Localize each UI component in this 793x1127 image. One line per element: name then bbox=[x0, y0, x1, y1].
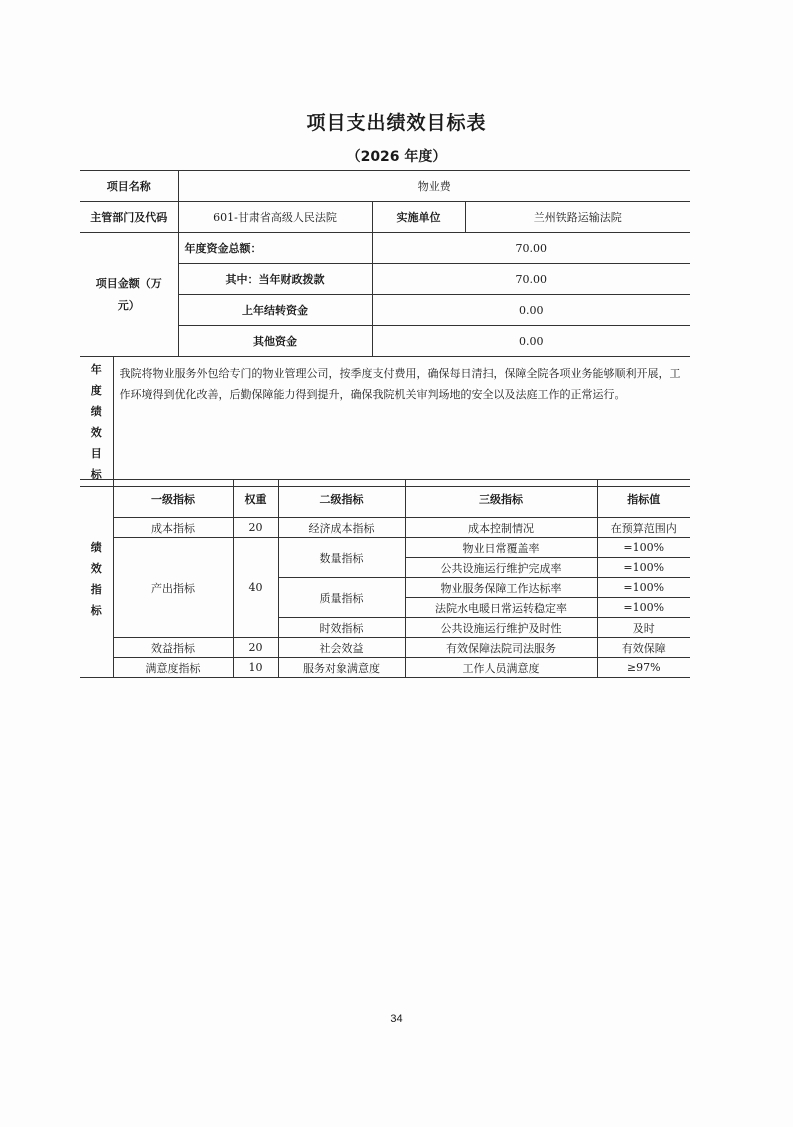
metrics-label: 绩效指标 bbox=[80, 480, 113, 678]
table-row bbox=[80, 538, 690, 558]
table-row bbox=[80, 658, 690, 678]
amount-row bbox=[80, 233, 690, 264]
amount-carryover-label: 上年结转资金 bbox=[178, 295, 372, 326]
header-level1: 一级指标 bbox=[113, 480, 233, 518]
implementer-label: 实施单位 bbox=[372, 202, 465, 233]
metrics-header-row bbox=[80, 480, 690, 518]
amount-total-label: 年度资金总额： bbox=[178, 233, 372, 264]
annual-goal-table bbox=[80, 356, 690, 487]
goal-label: 年度绩效目标 bbox=[80, 357, 113, 487]
implementer-value: 兰州铁路运输法院 bbox=[465, 202, 690, 233]
level2-cell: 质量指标 bbox=[278, 578, 405, 618]
project-name-row bbox=[80, 171, 690, 202]
level2-cell: 数量指标 bbox=[278, 538, 405, 578]
level3-cell: 工作人员满意度 bbox=[405, 658, 597, 678]
project-name-value: 物业费 bbox=[178, 171, 690, 202]
year-subtitle: （2026 年度） bbox=[346, 149, 447, 165]
value-cell: ≥97% bbox=[597, 658, 690, 678]
project-name-label: 项目名称 bbox=[80, 171, 178, 202]
goal-text: 我院将物业服务外包给专门的物业管理公司，按季度支付费用，确保每日清扫，保障全院各项业务能够顺利开展，工作环境得到优化改善，后勤保障能力得到提升，确保我院机关审判场地的安全以及法庭工作的正常运行。 bbox=[113, 357, 690, 487]
value-cell: =100% bbox=[597, 578, 690, 598]
level3-cell: 有效保障法院司法服务 bbox=[405, 638, 597, 658]
value-cell: =100% bbox=[597, 598, 690, 618]
value-cell: =100% bbox=[597, 538, 690, 558]
table-row bbox=[80, 518, 690, 538]
value-cell: =100% bbox=[597, 558, 690, 578]
weight-cell: 20 bbox=[233, 518, 278, 538]
value-cell: 有效保障 bbox=[597, 638, 690, 658]
header-level2: 二级指标 bbox=[278, 480, 405, 518]
header-level3: 三级指标 bbox=[405, 480, 597, 518]
weight-cell: 10 bbox=[233, 658, 278, 678]
level2-cell: 经济成本指标 bbox=[278, 518, 405, 538]
amount-label: 项目金额（万元） bbox=[80, 233, 178, 357]
performance-metrics-table bbox=[80, 479, 690, 678]
department-label: 主管部门及代码 bbox=[80, 202, 178, 233]
level1-cell: 产出指标 bbox=[113, 538, 233, 638]
department-row bbox=[80, 202, 690, 233]
level2-cell: 时效指标 bbox=[278, 618, 405, 638]
level3-cell: 公共设施运行维护及时性 bbox=[405, 618, 597, 638]
level3-cell: 成本控制情况 bbox=[405, 518, 597, 538]
amount-fiscal-value: 70.00 bbox=[372, 264, 690, 295]
weight-cell: 20 bbox=[233, 638, 278, 658]
level3-cell: 法院水电暖日常运转稳定率 bbox=[405, 598, 597, 618]
goal-row bbox=[80, 357, 690, 487]
department-value: 601-甘肃省高级人民法院 bbox=[178, 202, 372, 233]
level1-cell: 满意度指标 bbox=[113, 658, 233, 678]
weight-cell: 40 bbox=[233, 538, 278, 638]
value-cell: 在预算范围内 bbox=[597, 518, 690, 538]
level2-cell: 服务对象满意度 bbox=[278, 658, 405, 678]
amount-total-value: 70.00 bbox=[372, 233, 690, 264]
project-info-table bbox=[80, 170, 690, 357]
level3-cell: 物业日常覆盖率 bbox=[405, 538, 597, 558]
level3-cell: 公共设施运行维护完成率 bbox=[405, 558, 597, 578]
value-cell: 及时 bbox=[597, 618, 690, 638]
header-value: 指标值 bbox=[597, 480, 690, 518]
table-row bbox=[80, 638, 690, 658]
amount-other-value: 0.00 bbox=[372, 326, 690, 357]
level1-cell: 成本指标 bbox=[113, 518, 233, 538]
amount-carryover-value: 0.00 bbox=[372, 295, 690, 326]
header-weight: 权重 bbox=[233, 480, 278, 518]
level1-cell: 效益指标 bbox=[113, 638, 233, 658]
level2-cell: 社会效益 bbox=[278, 638, 405, 658]
page-number: 34 bbox=[390, 1013, 403, 1025]
amount-fiscal-label: 其中：当年财政拨款 bbox=[178, 264, 372, 295]
level3-cell: 物业服务保障工作达标率 bbox=[405, 578, 597, 598]
amount-other-label: 其他资金 bbox=[178, 326, 372, 357]
page-title: 项目支出绩效目标表 bbox=[306, 112, 487, 134]
